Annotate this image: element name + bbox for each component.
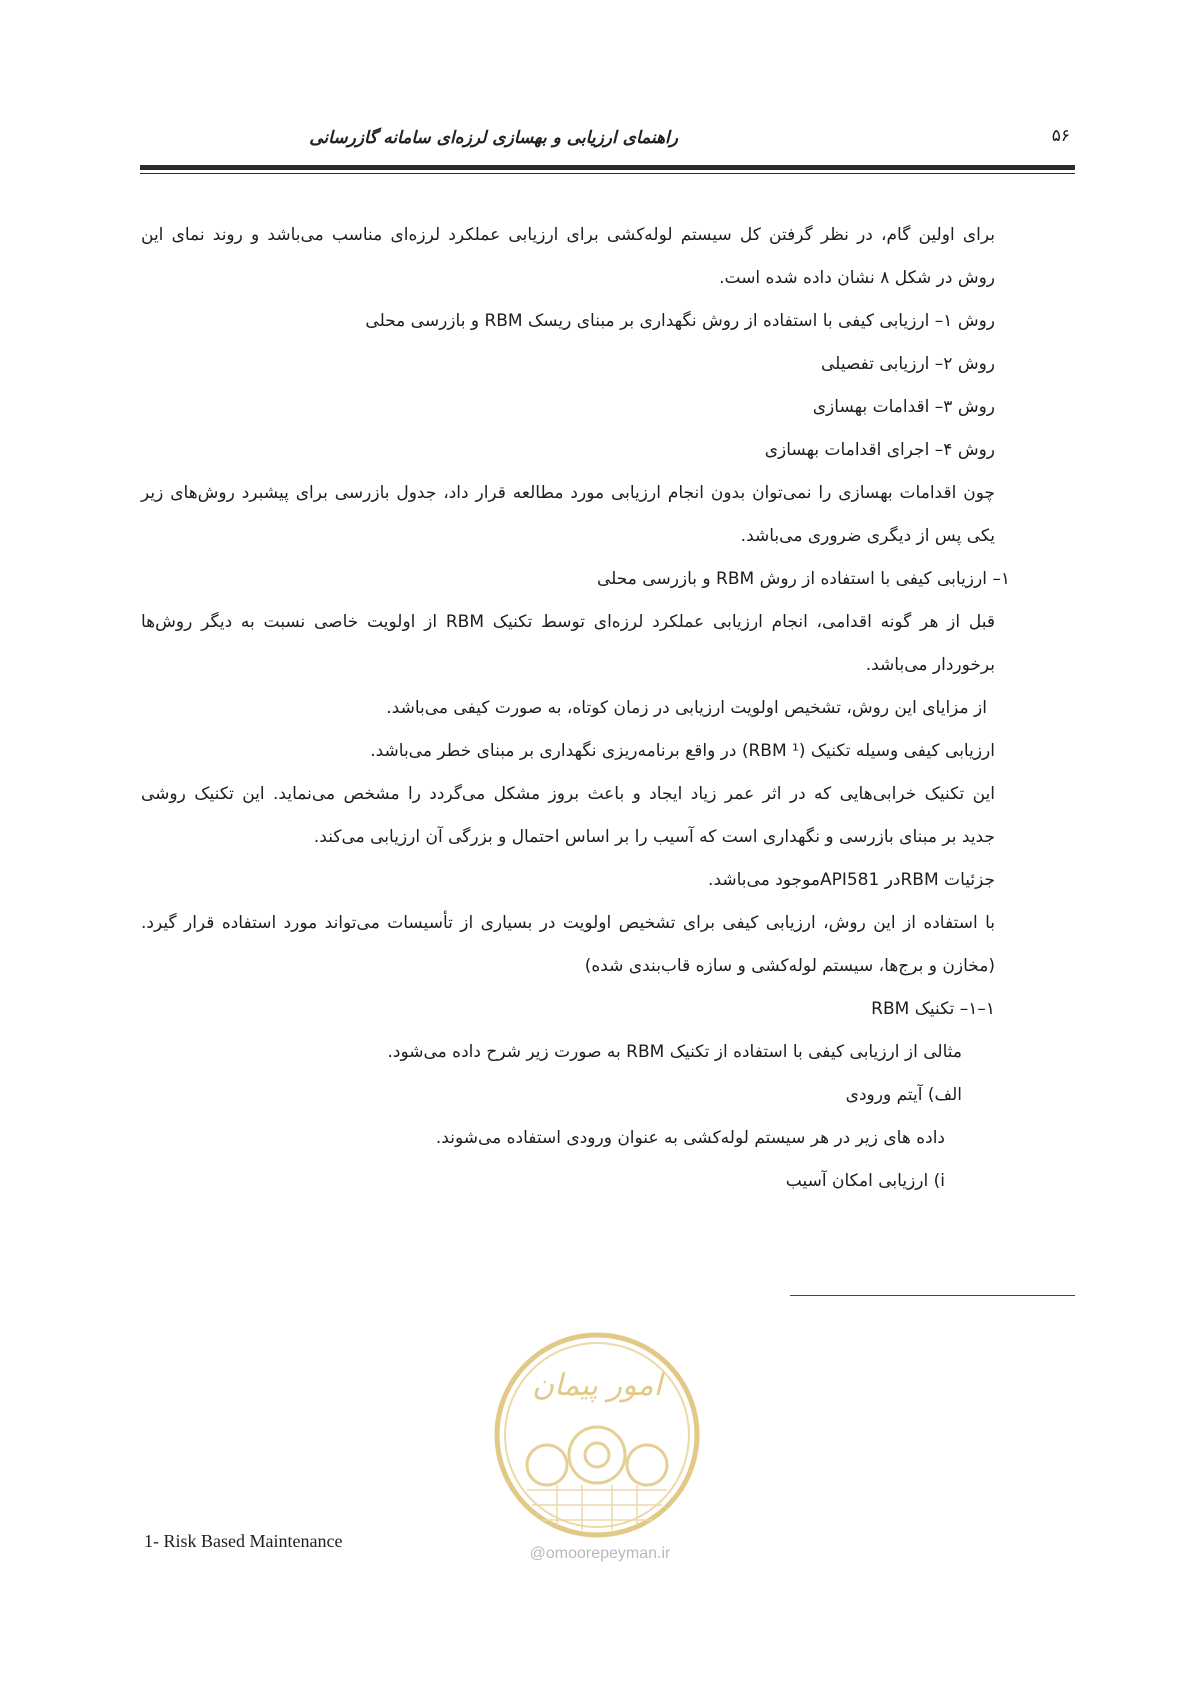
paragraph-line: از مزایای این روش، تشخیص اولویت ارزیابی در زمان کوتاه، به صورت کیفی می‌باشد. [386, 698, 987, 718]
footnote-rule [790, 1295, 1075, 1296]
paragraph-line: ارزیابی کیفی وسیله تکنیک (RBM ¹) در واقع برنامه‌ریزی نگهداری بر مبنای خطر می‌باشد. [370, 741, 995, 761]
item-heading: i) ارزیابی امکان آسیب [785, 1171, 945, 1191]
method-item: روش ۱– ارزیابی کیفی با استفاده از روش نگهداری بر مبنای ریسک RBM و بازرسی محلی [365, 311, 995, 331]
paragraph-line: برخوردار می‌باشد. [865, 655, 995, 675]
method-item: روش ۴– اجرای اقدامات بهسازی [764, 440, 995, 460]
page-number: ۵۶ [1051, 126, 1070, 146]
paragraph-line: چون اقدامات بهسازی را نمی‌توان بدون انجام ارزیابی مورد مطالعه قرار داد، جدول بازرسی برای پیشبرد روش‌های زیر [141, 483, 995, 503]
section-heading: ۱– ارزیابی کیفی با استفاده از روش RBM و بازرسی محلی [597, 569, 1010, 589]
paragraph-line: با استفاده از این روش، ارزیابی کیفی برای تشخیص اولویت در بسیاری از تأسیسات می‌تواند مورد استفاده قرار گیرد. [141, 913, 995, 933]
paragraph-line: روش در شکل ۸ نشان داده شده است. [719, 268, 995, 288]
paragraph-line: قبل از هر گونه اقدامی، انجام ارزیابی عملکرد لرزه‌ای توسط تکنیک RBM از اولویت خاصی نسبت به دیگر روش‌ها [141, 612, 995, 632]
paragraph-line: مثالی از ارزیابی کیفی با استفاده از تکنیک RBM به صورت زیر شرح داده می‌شود. [387, 1042, 962, 1062]
item-heading: الف) آیتم ورودی [845, 1085, 962, 1105]
footnote: 1- Risk Based Maintenance [144, 1531, 343, 1551]
header-rule-thick [140, 165, 1075, 170]
running-title: راهنمای ارزیابی و بهسازی لرزه‌ای سامانه گازرسانی [309, 128, 678, 148]
paragraph-line: جزئیات RBMدر API581موجود می‌باشد. [708, 870, 995, 890]
paragraph-line: (مخازن و برج‌ها، سیستم لوله‌کشی و سازه قاب‌بندی شده) [584, 956, 995, 976]
watermark-logo [487, 1325, 707, 1545]
subsection-heading: ۱–۱– تکنیک RBM [871, 999, 995, 1019]
method-item: روش ۲– ارزیابی تفصیلی [821, 354, 995, 374]
at-icon: @ [529, 1545, 546, 1562]
watermark-url: @omoorepeyman.ir [529, 1545, 671, 1562]
paragraph-line: برای اولین گام، در نظر گرفتن کل سیستم لوله‌کشی برای ارزیابی عملکرد لرزه‌ای مناسب می‌باشد و روند نمای این [141, 225, 995, 245]
method-item: روش ۳– اقدامات بهسازی [812, 397, 995, 417]
paragraph-line: این تکنیک خرابی‌هایی که در اثر عمر زیاد ایجاد و باعث بروز مشکل می‌گردد را مشخص می‌نماید. این تکنیک روشی [141, 784, 995, 804]
paragraph-line: داده های زیر در هر سیستم لوله‌کشی به عنوان ورودی استفاده می‌شوند. [435, 1128, 945, 1148]
header-rule-thin [140, 173, 1075, 174]
paragraph-line: جدید بر مبنای بازرسی و نگهداری است که آسیب را بر اساس احتمال و بزرگی آن ارزیابی می‌کند. [313, 827, 995, 847]
paragraph-line: یکی پس از دیگری ضروری می‌باشد. [740, 526, 995, 546]
watermark-logo-text: امور پیمان [532, 1368, 662, 1403]
